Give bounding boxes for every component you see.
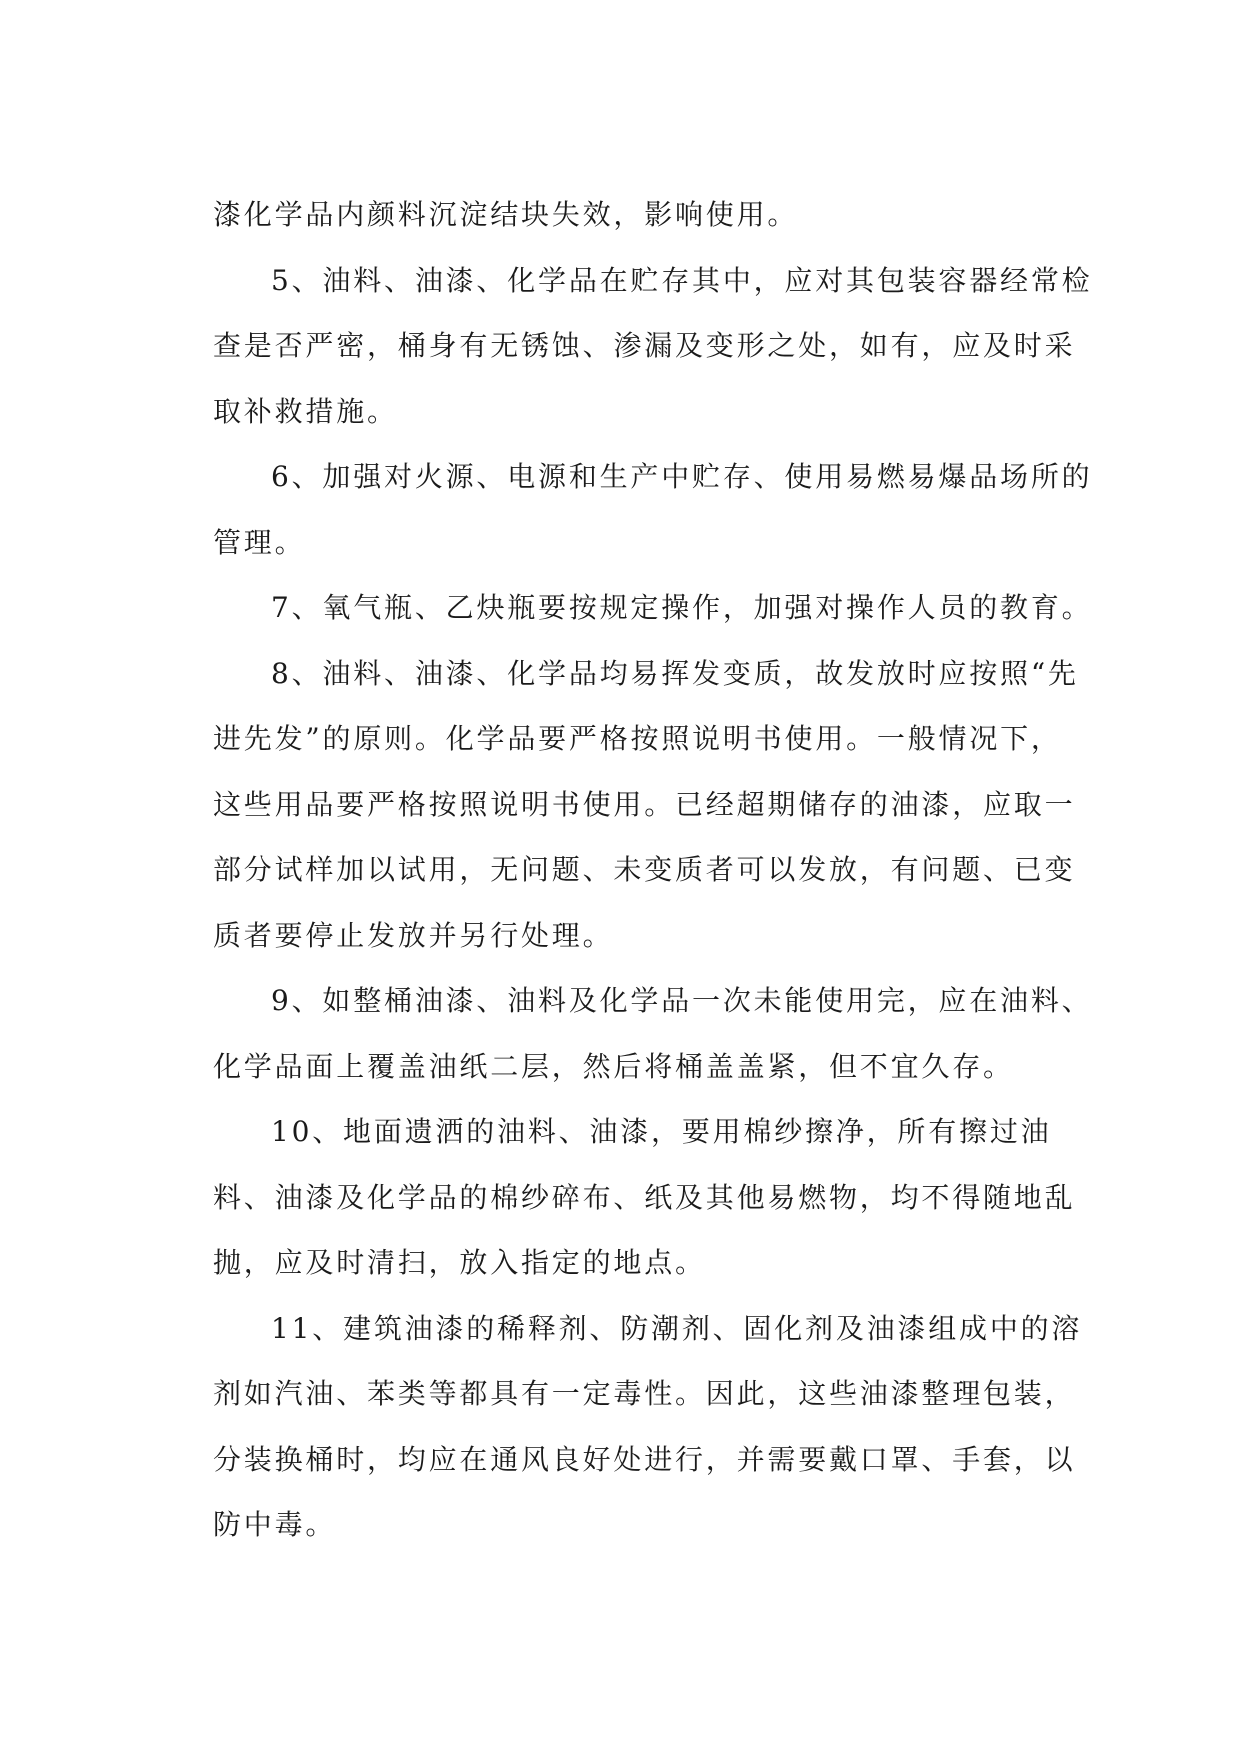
paragraph-item-10 bbox=[213, 1099, 1103, 1296]
text-line: 抛，应及时清扫，放入指定的地点。 bbox=[213, 1246, 706, 1279]
text-line: 料、油漆及化学品的棉纱碎布、纸及其他易燃物，均不得随地乱 bbox=[213, 1180, 1076, 1214]
text-line: 进先发”的原则。化学品要严格按照说明书使用。一般情况下， bbox=[213, 722, 1062, 755]
text-line: 质者要停止发放并另行处理。 bbox=[213, 918, 614, 952]
text-line: 部分试样加以试用，无问题、未变质者可以发放，有问题、已变 bbox=[213, 853, 1076, 886]
text-line: 管理。 bbox=[213, 525, 306, 559]
paragraph-continuation bbox=[213, 182, 1103, 248]
text-line: 防中毒。 bbox=[213, 1508, 337, 1541]
paragraph-item-5 bbox=[213, 248, 1103, 445]
paragraph-item-6 bbox=[213, 444, 1103, 575]
paragraph-item-9 bbox=[213, 968, 1103, 1099]
text-line: 漆化学品内颜料沉淀结块失效，影响使用。 bbox=[213, 198, 799, 231]
paragraph-item-7 bbox=[213, 575, 1103, 641]
text-line: 化学品面上覆盖油纸二层，然后将桶盖盖紧，但不宜久存。 bbox=[213, 1049, 1014, 1083]
text-line: 10、地面遗洒的油料、油漆，要用棉纱擦净，所有擦过油 bbox=[271, 1115, 1052, 1148]
text-line: 查是否严密，桶身有无锈蚀、渗漏及变形之处，如有，应及时采 bbox=[213, 329, 1076, 362]
text-line: 8、油料、油漆、化学品均易挥发变质，故发放时应按照“先 bbox=[271, 656, 1079, 690]
text-line: 剂如汽油、苯类等都具有一定毒性。因此，这些油漆整理包装， bbox=[213, 1377, 1076, 1410]
text-line: 5、油料、油漆、化学品在贮存其中，应对其包装容器经常检 bbox=[271, 263, 1093, 297]
text-line: 11、建筑油漆的稀释剂、防潮剂、固化剂及油漆组成中的溶 bbox=[271, 1311, 1083, 1345]
text-line: 这些用品要严格按照说明书使用。已经超期储存的油漆，应取一 bbox=[213, 787, 1076, 821]
document-body bbox=[213, 182, 1103, 1558]
text-line: 7、氧气瓶、乙炔瓶要按规定操作，加强对操作人员的教育。 bbox=[271, 591, 1093, 624]
paragraph-item-11 bbox=[213, 1296, 1103, 1558]
text-line: 9、如整桶油漆、油料及化学品一次未能使用完，应在油料、 bbox=[271, 984, 1093, 1017]
text-line: 分装换桶时，均应在通风良好处进行，并需要戴口罩、手套，以 bbox=[213, 1442, 1076, 1476]
text-line: 取补救措施。 bbox=[213, 394, 398, 428]
text-line: 6、加强对火源、电源和生产中贮存、使用易燃易爆品场所的 bbox=[271, 460, 1093, 493]
paragraph-item-8 bbox=[213, 641, 1103, 969]
